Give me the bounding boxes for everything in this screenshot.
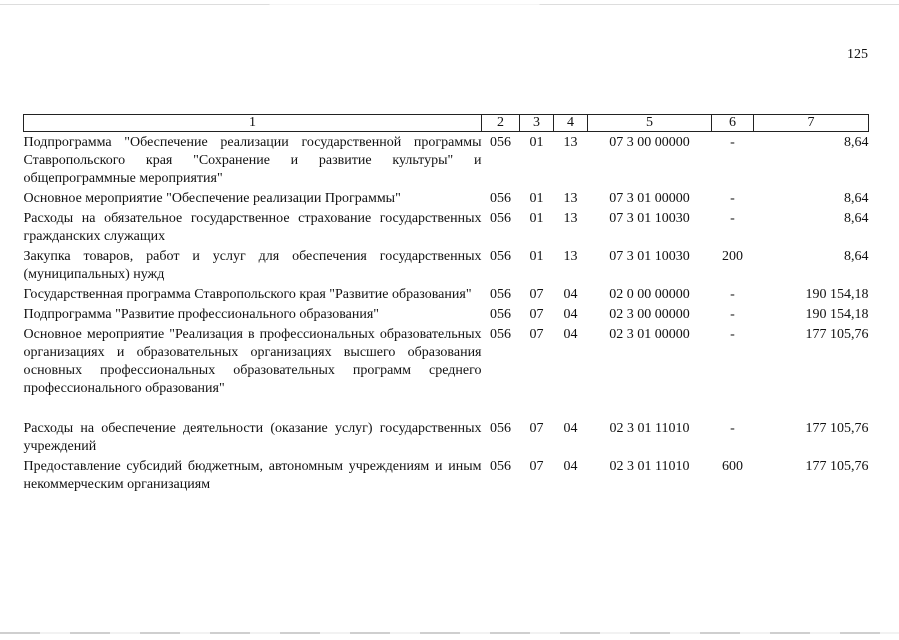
scan-edge-top: [0, 4, 899, 5]
row-ministry-code: 056: [490, 327, 511, 342]
table-row: [24, 188, 869, 208]
row-section-code: 01: [529, 249, 544, 264]
row-section-code: 07: [529, 421, 544, 436]
row-target-code: 02 3 01 00000: [609, 327, 690, 342]
table-row: [24, 418, 869, 456]
row-ministry-code: 056: [490, 421, 511, 436]
row-target-code: 07 3 01 10030: [609, 211, 690, 226]
row-amount: 8,64: [844, 135, 869, 150]
row-expense-type: -: [730, 287, 735, 302]
row-amount: 8,64: [844, 211, 869, 226]
row-name: Расходы на обеспечение деятельности (оказание услуг) государственных учреждений: [23, 421, 482, 454]
row-ministry-code: 056: [490, 135, 511, 150]
row-target-code: 07 3 00 00000: [609, 135, 690, 150]
row-subsection-code: 04: [563, 421, 578, 436]
table-row: [24, 246, 869, 284]
page-number: 125: [847, 47, 868, 62]
table-row: [24, 304, 869, 324]
row-expense-type: -: [730, 327, 735, 342]
row-name: Основное мероприятие "Реализация в профессиональных образовательных организациях и образовательных организациях высшего образования основных профессиональных образовательных программ среднего профессионального образования": [23, 327, 482, 396]
row-section-code: 01: [529, 135, 544, 150]
row-subsection-code: 13: [563, 135, 578, 150]
table-row: [24, 132, 869, 189]
row-ministry-code: 056: [490, 459, 511, 474]
row-ministry-code: 056: [490, 211, 511, 226]
table-row: [24, 456, 869, 494]
row-ministry-code: 056: [490, 249, 511, 264]
header-col-1: 1: [24, 115, 482, 132]
row-name: Закупка товаров, работ и услуг для обеспечения государственных (муниципальных) нужд: [23, 249, 482, 282]
header-col-5: 5: [588, 115, 712, 132]
row-amount: 8,64: [844, 249, 869, 264]
table-row: [24, 324, 869, 418]
row-section-code: 07: [529, 287, 544, 302]
row-target-code: 07 3 01 10030: [609, 249, 690, 264]
header-col-6: 6: [712, 115, 754, 132]
row-name: Подпрограмма "Обеспечение реализации государственной программы Ставропольского края "Сохранение и развитие культуры" и общепрограммные мероприятия": [23, 135, 482, 186]
row-name: Расходы на обязательное государственное страхование государственных гражданских служащих: [23, 211, 482, 244]
budget-table: [23, 114, 869, 494]
row-name: Подпрограмма "Развитие профессионального образования": [23, 307, 379, 322]
row-target-code: 07 3 01 00000: [609, 191, 690, 206]
row-ministry-code: 056: [490, 287, 511, 302]
table-row: [24, 284, 869, 304]
row-ministry-code: 056: [490, 307, 511, 322]
row-subsection-code: 04: [563, 459, 578, 474]
row-section-code: 07: [529, 307, 544, 322]
header-col-4: 4: [554, 115, 588, 132]
row-amount: 190 154,18: [805, 307, 869, 322]
row-section-code: 07: [529, 327, 544, 342]
row-subsection-code: 04: [563, 307, 578, 322]
row-expense-type: 600: [722, 459, 743, 474]
row-amount: 177 105,76: [805, 327, 869, 342]
row-expense-type: -: [730, 211, 735, 226]
header-col-7: 7: [754, 115, 869, 132]
row-name: Основное мероприятие "Обеспечение реализации Программы": [23, 191, 401, 206]
row-subsection-code: 13: [563, 211, 578, 226]
row-subsection-code: 04: [563, 327, 578, 342]
row-expense-type: -: [730, 307, 735, 322]
row-target-code: 02 3 01 11010: [609, 421, 690, 436]
row-expense-type: 200: [722, 249, 743, 264]
row-expense-type: -: [730, 421, 735, 436]
row-subsection-code: 13: [563, 249, 578, 264]
row-amount: 177 105,76: [805, 421, 869, 436]
row-amount: 177 105,76: [805, 459, 869, 474]
row-section-code: 01: [529, 191, 544, 206]
row-name: Предоставление субсидий бюджетным, автономным учреждениям и иным некоммерческим организациям: [23, 459, 482, 492]
table-header-row: [24, 115, 869, 132]
row-subsection-code: 13: [563, 191, 578, 206]
row-target-code: 02 3 01 11010: [609, 459, 690, 474]
row-ministry-code: 056: [490, 191, 511, 206]
row-section-code: 07: [529, 459, 544, 474]
row-expense-type: -: [730, 191, 735, 206]
row-amount: 190 154,18: [805, 287, 869, 302]
header-col-2: 2: [482, 115, 520, 132]
table-row: [24, 208, 869, 246]
row-name: Государственная программа Ставропольского края "Развитие образования": [23, 287, 472, 302]
row-target-code: 02 3 00 00000: [609, 307, 690, 322]
header-col-3: 3: [520, 115, 554, 132]
row-section-code: 01: [529, 211, 544, 226]
row-target-code: 02 0 00 00000: [609, 287, 690, 302]
row-expense-type: -: [730, 135, 735, 150]
row-amount: 8,64: [844, 191, 869, 206]
scan-edge-bottom: [0, 632, 899, 634]
row-subsection-code: 04: [563, 287, 578, 302]
